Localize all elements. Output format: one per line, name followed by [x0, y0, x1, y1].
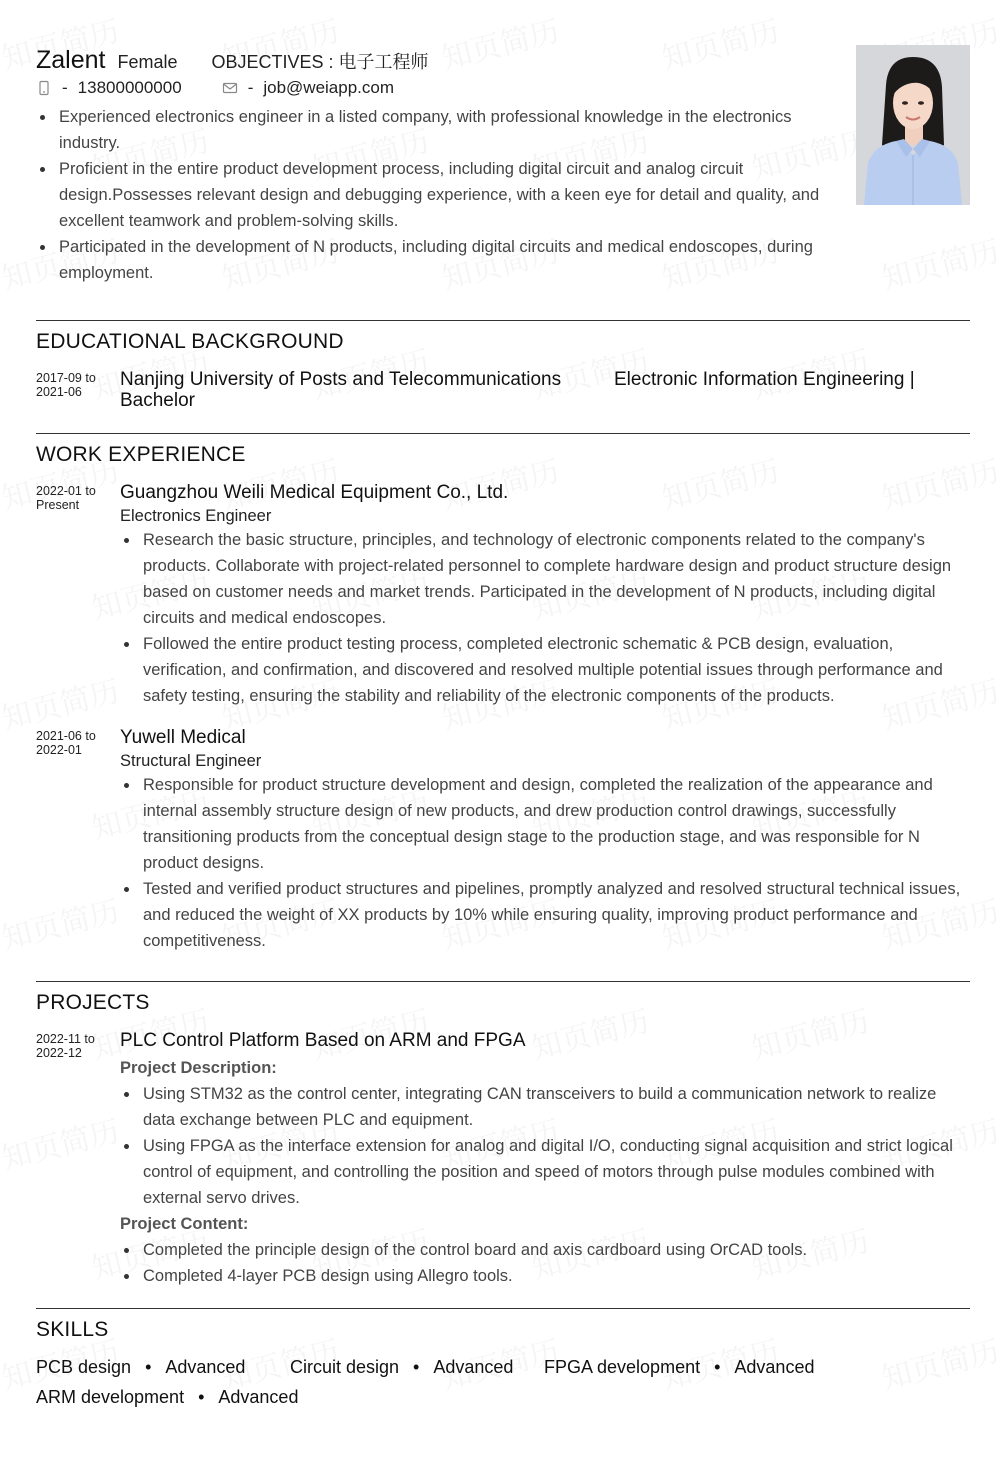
- contact-row: [36, 78, 394, 98]
- work-title: WORK EXPERIENCE: [36, 443, 246, 466]
- education-row: [120, 368, 970, 392]
- career-objective: OBJECTIVES : 电子工程师: [211, 52, 429, 72]
- work-date: 2022-01 to Present: [36, 484, 96, 512]
- job-role: Electronics Engineer: [120, 507, 272, 525]
- project-name: PLC Control Platform Based on ARM and FPGA: [120, 1030, 526, 1051]
- project-content-list: [120, 1237, 970, 1289]
- profile-summary: [36, 104, 836, 286]
- skill-item: [36, 1382, 299, 1412]
- projects-section: [36, 981, 970, 1289]
- education-entry: [36, 368, 970, 410]
- list-item: Tested and verified product structures and pipelines, promptly analyzed and resolved structural technical issues, and reduced the weight of XX products by 10% while ensuring quality, improving product performance and competitiveness.: [120, 876, 970, 954]
- phone-icon: [36, 80, 52, 96]
- skill-item: [290, 1352, 544, 1382]
- phone-number: 13800000000: [77, 78, 182, 97]
- skills-list: [36, 1352, 970, 1412]
- work-entry: [36, 481, 970, 709]
- list-item: Completed the principle design of the control board and axis cardboard using OrCAD tools.: [120, 1237, 970, 1263]
- list-item: Research the basic structure, principles, and technology of electronic components related to the company's products. Collaborate with project-related personnel to complete hardware design and product structure design based on customer needs and market trends. Participated in the development of N products, including digital circuits and medical endoscopes.: [120, 527, 970, 631]
- skill-name: FPGA development: [544, 1357, 701, 1377]
- skill-level: Advanced: [165, 1357, 246, 1377]
- skill-name: ARM development: [36, 1387, 185, 1407]
- profile-photo: [856, 45, 970, 205]
- project-content-label: Project Content:: [120, 1215, 249, 1233]
- work-bullet-list: [120, 772, 970, 954]
- skill-separator: •: [145, 1357, 152, 1377]
- list-item: Experienced electronics engineer in a listed company, with professional knowledge in the electronics industry.: [36, 104, 836, 156]
- project-date: 2022-11 to 2022-12: [36, 1032, 95, 1060]
- skill-separator: •: [413, 1357, 420, 1377]
- project-description-list: [120, 1081, 970, 1211]
- job-role: Structural Engineer: [120, 752, 262, 770]
- list-item: Using FPGA as the interface extension for analog and digital I/O, conducting signal acquisition and strict logical control of equipment, and controlling the position and speed of motors through pulse modules combined with external servo drives.: [120, 1133, 970, 1211]
- candidate-gender: Female: [117, 52, 178, 72]
- projects-title: PROJECTS: [36, 991, 150, 1014]
- skill-separator: •: [198, 1387, 205, 1407]
- skill-item: [544, 1352, 844, 1382]
- list-item: Completed 4-layer PCB design using Allegro tools.: [120, 1263, 970, 1289]
- skill-name: Circuit design: [290, 1357, 400, 1377]
- list-item: Followed the entire product testing process, completed electronic schematic & PCB design, evaluation, verification, and confirmation, and discovered and resolved multiple potential issues through performance and safety testing, ensuring the stability and reliability of the electronic components of the products.: [120, 631, 970, 709]
- company-name: Yuwell Medical: [120, 727, 246, 748]
- summary-list: [36, 104, 836, 286]
- major-name: Electronic Information Engineering |: [614, 369, 915, 390]
- skill-item: [36, 1352, 290, 1382]
- education-date: 2017-09 to 2021-06: [36, 371, 96, 399]
- email-address[interactable]: job@weiapp.com: [263, 78, 395, 97]
- work-bullet-list: [120, 527, 970, 709]
- work-entry: [36, 726, 970, 954]
- list-item: Responsible for product structure development and design, completed the realization of the appearance and internal assembly structure design of new products, and drew production control drawings, successfully transitioning products from the conceptual design stage to the production stage, and was responsible for N product designs.: [120, 772, 970, 876]
- work-section: [36, 433, 970, 954]
- candidate-name: Zalent: [36, 46, 106, 74]
- list-item: Participated in the development of N products, including digital circuits and medical endoscopes, during employment.: [36, 234, 836, 286]
- education-section: [36, 320, 970, 410]
- mail-icon: [222, 80, 238, 96]
- project-entry: [36, 1029, 970, 1289]
- skill-level: Advanced: [734, 1357, 815, 1377]
- skills-title: SKILLS: [36, 1318, 109, 1341]
- work-date: 2021-06 to 2022-01: [36, 729, 96, 757]
- name-row: [36, 46, 429, 75]
- project-description-label: Project Description:: [120, 1059, 277, 1077]
- list-item: Using STM32 as the control center, integrating CAN transceivers to build a communication network to realize data exchange between PLC and equipment.: [120, 1081, 970, 1133]
- contact-dash: -: [247, 78, 254, 97]
- skill-level: Advanced: [433, 1357, 514, 1377]
- list-item: Proficient in the entire product development process, including digital circuit and analog circuit design.Possesses relevant design and debugging experience, with a keen eye for detail and quality, and excellent teamwork and problem-solving skills.: [36, 156, 836, 234]
- skill-separator: •: [714, 1357, 721, 1377]
- degree: Bachelor: [120, 390, 195, 411]
- education-title: EDUCATIONAL BACKGROUND: [36, 330, 344, 353]
- resume-header: [36, 0, 970, 300]
- school-name: Nanjing University of Posts and Telecommunications: [120, 369, 562, 390]
- skill-name: PCB design: [36, 1357, 132, 1377]
- skills-section: [36, 1308, 970, 1412]
- contact-dash: -: [62, 78, 68, 97]
- skill-level: Advanced: [218, 1387, 299, 1407]
- company-name: Guangzhou Weili Medical Equipment Co., Ltd.: [120, 482, 509, 503]
